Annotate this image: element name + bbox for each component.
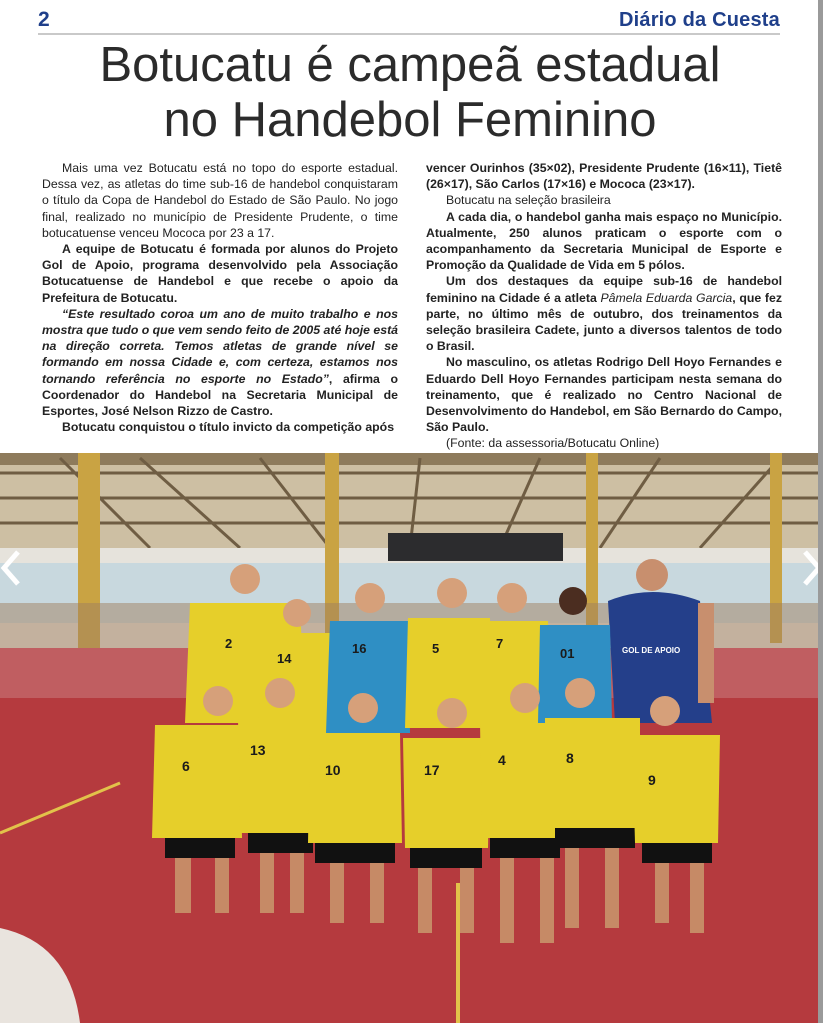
paragraph-title-result-end: vencer Ourinhos (35×02), Presidente Prudente (16×11), Tietê (26×17), São Carlos (17×16) e Mococa (23×17).	[426, 161, 782, 192]
paragraph-municipality: A cada dia, o handebol ganha mais espaço no Município. Atualmente, 250 alunos praticam o esporte com o acompanhamento da Secretaria Municipal de Esporte e Promoção da Qualidade de Vida em 5 pólos.	[426, 209, 782, 273]
jersey-number: 5	[432, 641, 440, 656]
team-photo[interactable]	[0, 453, 818, 1023]
source-credit: (Fonte: da assessoria/Botucatu Online)	[446, 436, 660, 451]
jersey-number: 10	[325, 762, 341, 778]
highlight-before: Um dos destaques da equipe sub-16 de handebol feminino na Cidade é a atleta	[426, 274, 782, 305]
jersey-number: 8	[566, 750, 574, 766]
quote-attribution: , afirma o Coordenador do Handebol na Secretaria Municipal de Esportes, José Nelson Rizzo de Castro.	[42, 371, 399, 419]
quote-text: “Este resultado coroa um ano de muito trabalho e nos mostra que tudo o que vem sendo feito de 2005 até hoje está na direção correta. Temos atletas de grande nível se formando em nossa Cidade e, com certeza, estamos nos tornando referência no esporte no Estado”	[42, 306, 399, 386]
jersey-number: 7	[496, 636, 504, 651]
headline-line-1: Botucatu é campeã estadual	[99, 38, 721, 92]
jersey-number: 17	[424, 762, 440, 778]
headline-line-2: no Handebol Feminino	[163, 93, 657, 147]
paragraph-masculine: No masculino, os atletas Rodrigo Dell Hoyo Fernandes e Eduardo Dell Hoyo Fernandes participam nesta semana do treinamento, que é realizado no Centro Nacional de Desenvolvimento do Handebol, em São Bernardo do Campo, São Paulo.	[426, 355, 782, 435]
paragraph-intro: Mais uma vez Botucatu está no topo do esporte estadual. Dessa vez, as atletas do time sub-16 de handebol conquistaram o título da Copa de Handebol do Estado de São Paulo. No jogo final, realizado no município de Presidente Prudente, o time botucatuense venceu Mococa por 23 a 17.	[42, 161, 398, 240]
jersey-number: 4	[498, 752, 506, 768]
subhead: Botucatu na seleção brasileira	[446, 193, 611, 208]
article-column-left	[42, 160, 398, 435]
paragraph-team: A equipe de Botucatu é formada por alunos do Projeto Gol de Apoio, programa desenvolvido pela Associação Botucatuense de Handebol e que recebe o apoio da Prefeitura de Botucatu.	[42, 242, 398, 305]
newspaper-name[interactable]: Diário da Cuesta	[618, 9, 780, 31]
shirt-logo-text: GOL DE APOIO	[622, 646, 681, 655]
page-header	[38, 8, 780, 36]
paragraph-title-result-start: Botucatu conquistou o título invicto da competição após	[62, 420, 395, 435]
jersey-number: 01	[560, 646, 575, 661]
highlight-after: , que fez parte, no último mês de outubro, dos treinamentos da seleção brasileira Cadete, junto a diversos talentos de todo o Brasil.	[426, 290, 782, 354]
article-column-right	[426, 160, 782, 452]
page-number: 2	[38, 8, 50, 31]
headline	[30, 38, 790, 148]
chevron-left-icon[interactable]	[0, 548, 22, 588]
jersey-number: 16	[352, 641, 367, 656]
paragraph-quote	[42, 306, 398, 419]
jersey-number: 14	[277, 651, 292, 666]
jersey-number: 13	[250, 742, 266, 758]
viewer-edge-strip	[818, 0, 823, 1023]
jersey-number: 6	[182, 758, 190, 774]
header-rule	[38, 33, 780, 35]
jersey-number: 2	[225, 636, 233, 651]
paragraph-highlight	[426, 273, 782, 354]
highlight-athlete-name: Pâmela Eduarda Garcia	[600, 290, 733, 305]
jersey-number: 9	[648, 772, 656, 788]
team-photo-illustration	[0, 453, 818, 1023]
